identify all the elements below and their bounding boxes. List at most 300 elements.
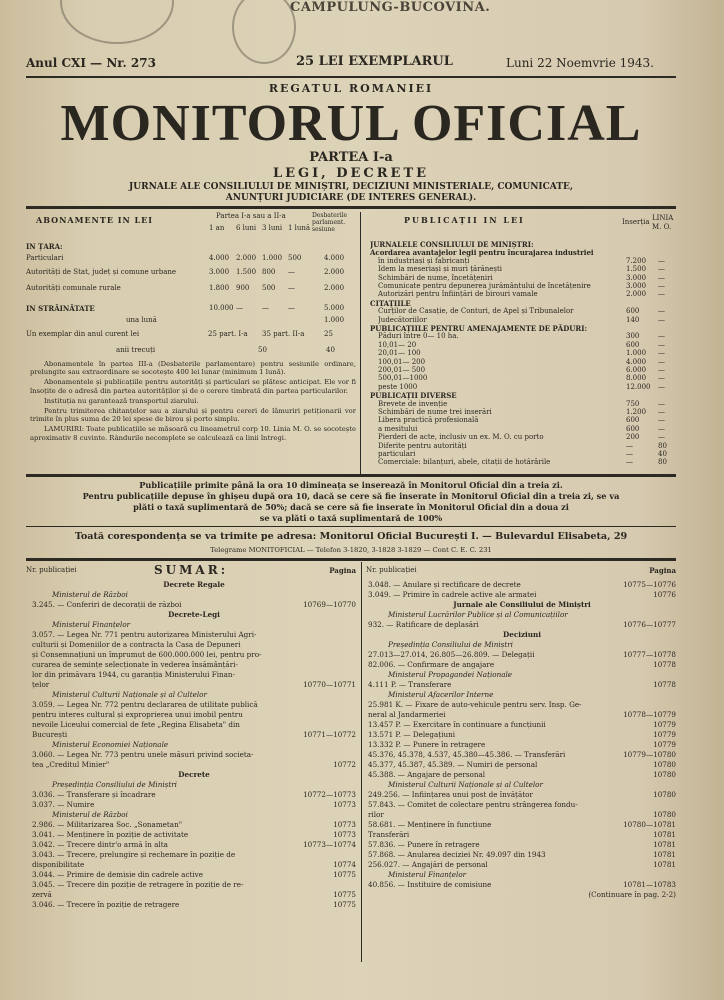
publication-row-label: Schimbări de nume trei inserări <box>378 408 492 416</box>
entry-title: 57.868. — Anularea deciziei Nr. 49.097 din 1943 <box>368 850 546 859</box>
summary-entry <box>368 730 676 740</box>
summary-entry <box>32 700 356 710</box>
summary-entry <box>368 880 676 890</box>
notice-line-3: plăti o taxă suplimentară de 50%; dacă se cere să fie inserate în Monitorul Oficial din a doua zi <box>133 502 569 512</box>
entry-page: 10780 <box>653 790 676 799</box>
publication-row-label: Păduri între 0— 10 ha. <box>378 332 459 341</box>
publication-insertion-price: 1.200 <box>626 408 647 416</box>
subscription-value: 500 <box>288 254 302 262</box>
entry-title: 3.245. — Conferiri de decorații de război <box>32 600 182 609</box>
publication-row-label: Judecătoriilor <box>378 315 427 324</box>
postal-stamp <box>232 0 296 64</box>
summary-entry <box>32 890 356 900</box>
publication-insertion-price: 300 <box>626 332 640 341</box>
entry-page: 10772—10773 <box>303 790 356 799</box>
ministry-heading: Ministerul Economiei Naționale <box>52 740 169 749</box>
part-label: PARTEA I-a <box>309 150 393 165</box>
entry-page: 10781 <box>653 850 676 859</box>
publication-insertion-price: 600 <box>626 424 640 433</box>
entry-page: 10770—10771 <box>303 680 356 689</box>
notice-line-4: se va plăti o taxă suplimentară de 100% <box>259 513 443 523</box>
publication-line-price: — <box>658 382 665 391</box>
publication-insertion-price: 1.500 <box>626 265 647 274</box>
subscriptions-table <box>26 212 356 372</box>
publication-line-price: — <box>658 349 665 358</box>
publication-row-label: peste 1000 <box>378 382 418 391</box>
section-heading: Deciziuni <box>503 630 541 639</box>
address: Toată corespondența se va trimite pe adresa: Monitorul Oficial București I. — Bulevardul Elisabeta, 29 <box>74 531 628 542</box>
section-heading: Decrete-Legi <box>168 610 220 619</box>
subscription-value: — <box>288 284 295 292</box>
divider <box>26 206 676 209</box>
summary-entry <box>368 590 676 600</box>
publication-insertion-price: 140 <box>626 315 640 324</box>
subscription-value: 1.500 <box>236 268 257 276</box>
summary-entry <box>368 840 676 850</box>
entry-page: 10778 <box>653 660 676 669</box>
subscription-value: 2.000 <box>324 268 345 276</box>
publication-line-price: — <box>658 424 665 433</box>
note-paragraph: Instituția nu garantează transportul ziarului. <box>44 396 199 405</box>
subscription-value: 1.000 <box>262 254 283 262</box>
publication-insertion-price: 600 <box>626 307 640 316</box>
entry-page: 10779—10780 <box>623 750 676 759</box>
publication-row-label: JURNALELE CONSILIULUI DE MINIȘTRI: <box>370 240 534 249</box>
subscription-row-label: Autorități de Stat, județ și comune urbane <box>26 268 177 276</box>
summary-entry <box>368 820 676 830</box>
section-heading: Jurnale ale Consiliului de Miniștri <box>453 600 591 609</box>
publication-line-price: 80 <box>658 458 667 467</box>
subscription-value: — <box>262 304 269 312</box>
entry-title: 249.256. — Inființarea unui post de învățător <box>368 790 533 799</box>
publication-insertion-price: 200 <box>626 433 640 442</box>
ministry-heading: Ministerul Finanțelor <box>388 870 467 879</box>
entry-title: București <box>32 730 68 739</box>
ministry-heading: Președinția Consiliului de Miniștri <box>388 640 513 649</box>
copy-value-2: 35 part. II-a <box>262 330 305 338</box>
summary-entry <box>368 770 676 780</box>
summary-entry <box>32 830 356 840</box>
publication-line-price: — <box>658 282 665 290</box>
summary-entry <box>32 640 356 650</box>
entry-title: zervă <box>32 890 52 899</box>
kingdom-label: REGATUL ROMANIEI <box>268 82 434 95</box>
entry-page: 10777—10778 <box>623 650 676 659</box>
publication-line-price: — <box>658 408 665 416</box>
entry-page: 10773 <box>333 820 356 829</box>
summary-entry <box>32 750 356 760</box>
entry-title: 3.057. — Legea Nr. 771 pentru autorizarea Ministerului Agri- <box>32 630 257 639</box>
note-paragraph: LAMURIRI: Toate publicațiile se măsoară cu lineametrul corp 10. Linia M. O. se socotește aproximativ 8 cuvinte. Rândurile necomplete se calculează ca linii întregi. <box>30 425 356 442</box>
publication-line-price: — <box>658 433 665 442</box>
publication-line-price: — <box>658 315 665 324</box>
summary-entry <box>368 800 676 810</box>
publication-insertion-price: 3.000 <box>626 273 647 282</box>
publication-row-label: a mesitului <box>378 424 418 433</box>
publication-line-price: — <box>658 374 665 383</box>
col-number: Nr. publicației <box>366 566 417 574</box>
entry-title: 45.376, 45.378, 4.537, 45.380—45.386. — Transferări <box>368 750 566 759</box>
entry-title: 13.457 P. — Exercitare în continuare a funcțiunii <box>368 720 546 729</box>
subtitle-line3: ANUNȚURI JUDICIARE (DE INTERES GENERAL). <box>225 193 477 203</box>
subscription-row-label: una lună <box>126 316 157 324</box>
entry-page: 10780—10781 <box>623 820 676 829</box>
publication-insertion-price: 7.200 <box>626 256 647 265</box>
entry-page: 10776 <box>653 590 676 599</box>
publication-row-label: Libera practică profesională <box>378 416 479 425</box>
entry-title: și Consemnațiuni un împrumut de 600.000.000 lei, pentru pro- <box>32 650 262 659</box>
divider <box>26 558 676 561</box>
publication-row-label: 200,01— 500 <box>378 366 426 374</box>
entry-title: pentru interes cultural și exproprierea unui imobil pentru <box>32 710 243 719</box>
summary-entry <box>368 650 676 660</box>
col-heading: Partea I-a sau a II-a <box>216 212 286 220</box>
period-3: 3 luni <box>262 224 283 232</box>
summary-entry <box>32 680 356 690</box>
summary-entry <box>32 880 356 890</box>
publication-insertion-price: 8.000 <box>626 374 647 383</box>
subscription-value: 2.000 <box>236 254 257 262</box>
subscription-value: — <box>288 268 295 276</box>
publication-insertion-price: 6.000 <box>626 366 647 374</box>
ministry-heading: Ministerul de Război <box>52 590 128 599</box>
past-value-1: 50 <box>258 346 267 354</box>
entry-title: 3.041. — Menținere în poziție de activitate <box>32 830 189 839</box>
copy-value-3: 25 <box>324 330 333 338</box>
entry-page: 10775 <box>333 890 356 899</box>
entry-title: 45.377, 45.387, 45.389. — Numiri de personal <box>368 760 538 769</box>
summary-entry <box>32 900 356 910</box>
entry-title: 57.843. — Comitet de colectare pentru strângerea fondu- <box>368 800 578 809</box>
publication-row-label: PUBLICAȚIILE PENTRU AMENAJAMENTE DE PĂDURI: <box>370 324 588 333</box>
subscription-value: 4.000 <box>324 254 345 262</box>
publication-line-price: — <box>658 332 665 341</box>
entry-title: 3.037. — Numire <box>32 800 95 809</box>
subscription-value: — <box>236 304 243 312</box>
summary-entry <box>32 600 356 610</box>
handwritten-note: CAMPULUNG-BUCOVINA. <box>290 0 491 15</box>
continuation-note: (Continuare în pag. 2-2) <box>588 890 676 899</box>
summary-entry <box>368 580 676 590</box>
page-title: MONITORUL OFICIAL <box>60 95 642 152</box>
entry-page: 10773 <box>333 800 356 809</box>
publications-heading: PUBLICAȚII IN LEI <box>404 215 525 225</box>
entry-title: 3.046. — Trecere în poziție de retragere <box>32 900 180 909</box>
publication-line-price: — <box>658 307 665 316</box>
publication-insertion-price: — <box>626 450 633 458</box>
publication-line-price: — <box>658 366 665 374</box>
subscription-row-label: IN ȚARA: <box>26 242 63 251</box>
summary-entry <box>32 650 356 660</box>
notice-line-2: Pentru publicațiile depuse în ghișeu după ora 10, dacă se cere să fie inserate în Monitorul Oficial din a treia zi, se va <box>82 491 620 501</box>
summary-entry <box>32 760 356 770</box>
entry-page: 10781 <box>653 860 676 869</box>
publication-row-label: 500,01—1000 <box>378 374 428 383</box>
summary-entry <box>32 820 356 830</box>
entry-title: 27.013—27.014, 26.805—26.809. — Delegații <box>368 650 535 659</box>
entry-title: curarea de semințe selecționate în vederea însămânțări- <box>32 660 238 669</box>
summary-entry <box>32 850 356 860</box>
entry-page: 10780 <box>653 760 676 769</box>
publication-insertion-price: 1.000 <box>626 349 647 358</box>
summary-entry <box>368 750 676 760</box>
entry-page: 10773 <box>333 830 356 839</box>
entry-title: 3.044. — Primire de demisie din cadrele active <box>32 870 203 879</box>
summary-entry <box>368 790 676 800</box>
publication-line-price: — <box>658 256 665 265</box>
col-page: Pagina <box>649 566 676 575</box>
ministry-heading: Ministerul Culturii Naționale și al Cultelor <box>52 690 207 699</box>
entry-title: 3.042. — Trecere dintr'o armă în alta <box>32 840 168 849</box>
publication-row-label: Pierderi de acte, inclusiv un ex. M. O. cu porto <box>378 433 544 442</box>
ministry-heading: Ministerul de Război <box>52 810 128 819</box>
subscription-row-label: IN STRĂINĂTATE <box>26 304 95 313</box>
telephone: Telegrame MONITOFICIAL — Telefon 3-1820, 3-1828 3-1829 — Cont C. E. C. 231 <box>210 546 492 554</box>
entry-page: 10780 <box>653 810 676 819</box>
summary-entry <box>368 620 676 630</box>
entry-page: 10780 <box>653 770 676 779</box>
publication-line-price: 80 <box>658 441 667 450</box>
entry-title: 3.060. — Legea Nr. 773 pentru unele măsuri privind societa- <box>32 750 254 759</box>
publication-line-price: 40 <box>658 450 667 458</box>
publication-insertion-price: 2.000 <box>626 290 647 299</box>
publication-row-label: Autorizări pentru înființări de birouri vamale <box>378 290 538 299</box>
col-line: LINIA M. O. <box>652 214 674 231</box>
summary-right-column <box>368 580 676 900</box>
publication-insertion-price: 4.000 <box>626 357 647 366</box>
summary-title: SUMAR: <box>154 563 229 577</box>
publication-line-price: — <box>658 399 665 408</box>
publication-insertion-price: 3.000 <box>626 282 647 290</box>
subscriptions-heading: ABONAMENTE IN LEI <box>36 215 154 225</box>
divider <box>26 474 676 477</box>
summary-entry <box>32 790 356 800</box>
publication-row-label: Diferite pentru autorități <box>378 441 467 450</box>
period-1: 1 an <box>209 224 225 232</box>
entry-page: 10772 <box>333 760 356 769</box>
col-heading-parliament: Desbaterile parlament. sesiune <box>312 212 348 233</box>
entry-title: 2.986. — Militarizarea Soc. „Sonametan" <box>32 820 183 829</box>
publication-insertion-price: — <box>626 458 633 467</box>
publication-row-label: 20,01— 100 <box>378 349 421 358</box>
entry-page: 10781 <box>653 830 676 839</box>
publications-table <box>364 212 676 474</box>
entry-title: culturii și Domeniilor de a contracta la Casa de Depuneri <box>32 640 241 649</box>
publication-line-price: — <box>658 273 665 282</box>
summary-entry <box>32 720 356 730</box>
entry-page: 10779 <box>653 740 676 749</box>
entry-title: lor din primăvara 1944, cu garanția Ministerului Finan- <box>32 670 235 679</box>
publication-line-price: — <box>658 416 665 425</box>
subscription-value: 900 <box>236 284 250 292</box>
issue-date: Luni 22 Noemvrie 1943. <box>506 56 654 70</box>
publication-row-label: în industriași și fabricanți <box>378 256 470 265</box>
summary-entry <box>32 710 356 720</box>
summary-entry <box>32 840 356 850</box>
past-value-2: 40 <box>326 346 335 354</box>
summary-entry <box>368 760 676 770</box>
publication-row-label: Schimbări de nume, încetățeniri <box>378 273 493 282</box>
entry-title: 25.981 K. — Fixare de auto-vehicule pentru serv. Insp. Ge- <box>368 700 582 709</box>
summary-entry <box>368 720 676 730</box>
entry-page: 10779 <box>653 730 676 739</box>
publication-insertion-price: 600 <box>626 340 640 349</box>
entry-page: 10781—10783 <box>623 880 676 889</box>
summary-entry <box>32 660 356 670</box>
ministry-heading: Președinția Consiliului de Miniștri <box>52 780 177 789</box>
summary-entry <box>368 850 676 860</box>
publication-row-label: PUBLICAȚII DIVERSE <box>370 391 457 401</box>
entry-page: 10775—10776 <box>623 580 676 589</box>
publication-row-label: Idem la meseriași și muri țărănești <box>378 265 503 274</box>
entry-title: 58.681. — Menținere în funcțiune <box>368 820 492 829</box>
entry-title: 932. — Ratificare de deplasări <box>368 620 479 629</box>
copy-value-1: 25 part. I-a <box>208 330 248 338</box>
notes <box>30 360 356 444</box>
entry-title: nevoile Liceului comercial de fete „Regina Elisabeta" din <box>32 720 240 729</box>
summary-entry <box>368 700 676 710</box>
price: 25 LEI EXEMPLARUL <box>296 54 453 69</box>
divider <box>26 526 676 527</box>
subtitle: LEGI, DECRETE <box>272 166 430 181</box>
entry-title: rilor <box>368 810 384 819</box>
subscription-value: — <box>288 304 295 312</box>
entry-page: 10775 <box>333 870 356 879</box>
summary-entry <box>32 670 356 680</box>
subscription-value: 1.000 <box>324 316 345 324</box>
entry-page: 10771—10772 <box>303 730 356 739</box>
entry-page: 10779 <box>653 720 676 729</box>
summary-entry <box>32 730 356 740</box>
summary-entry <box>368 740 676 750</box>
publication-row-label: Curților de Casație, de Conturi, de Apel și Tribunalelor <box>378 307 574 316</box>
publication-insertion-price: 600 <box>626 416 640 425</box>
entry-page: 10775 <box>333 900 356 909</box>
subscription-row-label: Particulari <box>26 254 64 262</box>
divider <box>360 212 361 474</box>
summary-entry <box>32 800 356 810</box>
ministry-heading: Ministerul Afacerilor Interne <box>388 690 494 699</box>
period-4: 1 lună <box>288 224 311 232</box>
entry-title: 3.043. — Trecere, prelungire și rechemare în poziție de <box>32 850 236 859</box>
summary-entry <box>368 860 676 870</box>
summary-entry <box>368 830 676 840</box>
summary-entry <box>368 810 676 820</box>
entry-page: 10781 <box>653 840 676 849</box>
entry-title: țelor <box>32 680 50 689</box>
entry-title: 3.049. — Primire în cadrele active ale armatei <box>368 590 537 599</box>
copy-label: Un exemplar din anul curent lei <box>26 330 140 338</box>
entry-title: 13.332 P. — Punere în retragere <box>368 740 486 749</box>
entry-title: 3.059. — Legea Nr. 772 pentru declararea de utilitate publică <box>32 700 258 709</box>
entry-title: disponibilitate <box>32 860 85 869</box>
summary-entry <box>32 860 356 870</box>
entry-page: 10773—10774 <box>303 840 356 849</box>
entry-title: Transferări <box>368 830 410 839</box>
publication-insertion-price: 12.000 <box>626 382 651 391</box>
entry-title: 45.388. — Angajare de personal <box>368 770 486 779</box>
ministry-heading: Ministerul Finanțelor <box>52 620 131 629</box>
subscription-value: 500 <box>262 284 276 292</box>
subscription-value: 3.000 <box>209 268 230 276</box>
subscription-value: 5.000 <box>324 304 345 312</box>
publication-line-price: — <box>658 340 665 349</box>
entry-title: 4.111 P. — Transferare <box>368 680 452 689</box>
publication-line-price: — <box>658 265 665 274</box>
entry-title: 3.045. — Trecere din poziție de retragere în poziție de re- <box>32 880 244 889</box>
note-paragraph: Abonamentele în partea III-a (Desbaterile parlamentare) pentru sesiunile ordinare, prelungite sau extraordinare se socotește 400 lei lunar (minimum 1 lună). <box>30 360 356 377</box>
entry-title: 256.027. — Angajări de personal <box>368 860 488 869</box>
publication-row-label: Comerciale: bilanțuri, abele, citații de hotărârile <box>378 458 551 467</box>
summary-entry <box>368 710 676 720</box>
publication-row-label: CITAȚIILE <box>370 298 411 308</box>
ministry-heading: Ministerul Culturii Naționale și al Cultelor <box>388 780 543 789</box>
publication-row-label: Acordarea avantajelor legii pentru încurajarea industriei <box>370 248 594 258</box>
summary-entry <box>32 630 356 640</box>
entry-title: 57.836. — Punere în retragere <box>368 840 480 849</box>
volume-number: Anul CXI — Nr. 273 <box>26 56 156 70</box>
divider <box>26 76 676 78</box>
entry-title: 82.006. — Confirmare de angajare <box>368 660 495 669</box>
entry-title: neral al Jandarmeriei <box>368 710 446 719</box>
entry-title: 13.571 P. — Delegațiuni <box>368 730 456 739</box>
col-insertion: Inserția <box>622 218 650 226</box>
ministry-heading: Ministerul Propagandei Naționale <box>388 670 513 679</box>
entry-page: 10776—10777 <box>623 620 676 629</box>
subscription-value: 800 <box>262 268 276 276</box>
subscription-row-label: Autorități comunale rurale <box>26 284 121 292</box>
past-label: anii trecuți <box>116 346 156 354</box>
entry-page: 10778 <box>653 680 676 689</box>
subtitle-line2: JURNALE ALE CONSILIULUI DE MINIȘTRI, DECIZIUNI MINISTERIALE, COMUNICATE, <box>129 182 573 192</box>
note-paragraph: Abonamentele și publicațiile pentru autorități și particulari se plătesc anticipat. Ele vor fi însoțite de o adresă din partea autorităților și de o cerere timbrată din partea particularilor. <box>30 378 356 395</box>
subscription-value: 2.000 <box>324 284 345 292</box>
publication-line-price: — <box>658 290 665 299</box>
entry-page: 10769—10770 <box>303 600 356 609</box>
divider <box>361 562 362 962</box>
publication-row-label: Brevete de invenție <box>378 399 448 408</box>
entry-title: tea „Creditul Minier" <box>32 760 110 769</box>
entry-title: 40.856. — Instituire de comisiune <box>368 880 492 889</box>
note-paragraph: Pentru trimiterea chitanțelor sau a ziarului și pentru cereri de lămuriri petiționarii vor trimite în plus suma de 20 lei spese de birou și porto simplu. <box>30 407 356 424</box>
summary-entry <box>32 870 356 880</box>
publication-row-label: 100,01— 200 <box>378 357 426 366</box>
entry-page: 10778—10779 <box>623 710 676 719</box>
summary-entry <box>368 680 676 690</box>
summary-entry <box>368 660 676 670</box>
publication-line-price: — <box>658 357 665 366</box>
section-heading: Decrete Regale <box>163 580 225 589</box>
subscription-value: 10.000 <box>209 304 234 312</box>
subscription-value: 4.000 <box>209 254 230 262</box>
section-heading: Decrete <box>178 770 210 779</box>
publication-row-label: Comunicate pentru depunerea jurământului de încetățenire <box>378 282 591 290</box>
entry-title: 3.048. — Anulare și rectificare de decrete <box>368 580 521 589</box>
col-number: Nr. publicației <box>26 566 77 574</box>
notice-line-1: Publicațiile primite până la ora 10 dimineața se inserează în Monitorul Oficial din a treia zi. <box>139 480 563 490</box>
publication-insertion-price: — <box>626 441 633 450</box>
publication-row-label: 10,01— 20 <box>378 340 417 349</box>
entry-title: 3.036. — Transferare și încadrare <box>32 790 156 799</box>
publication-insertion-price: 750 <box>626 399 640 408</box>
publication-row-label: particulari <box>378 450 416 458</box>
period-2: 6 luni <box>236 224 257 232</box>
entry-page: 10774 <box>333 860 356 869</box>
ministry-heading: Ministerul Lucrărilor Publice și al Comunicațiilor <box>388 610 568 619</box>
summary-left-column <box>32 580 356 910</box>
postal-stamp <box>60 0 174 44</box>
col-page: Pagina <box>329 566 356 575</box>
